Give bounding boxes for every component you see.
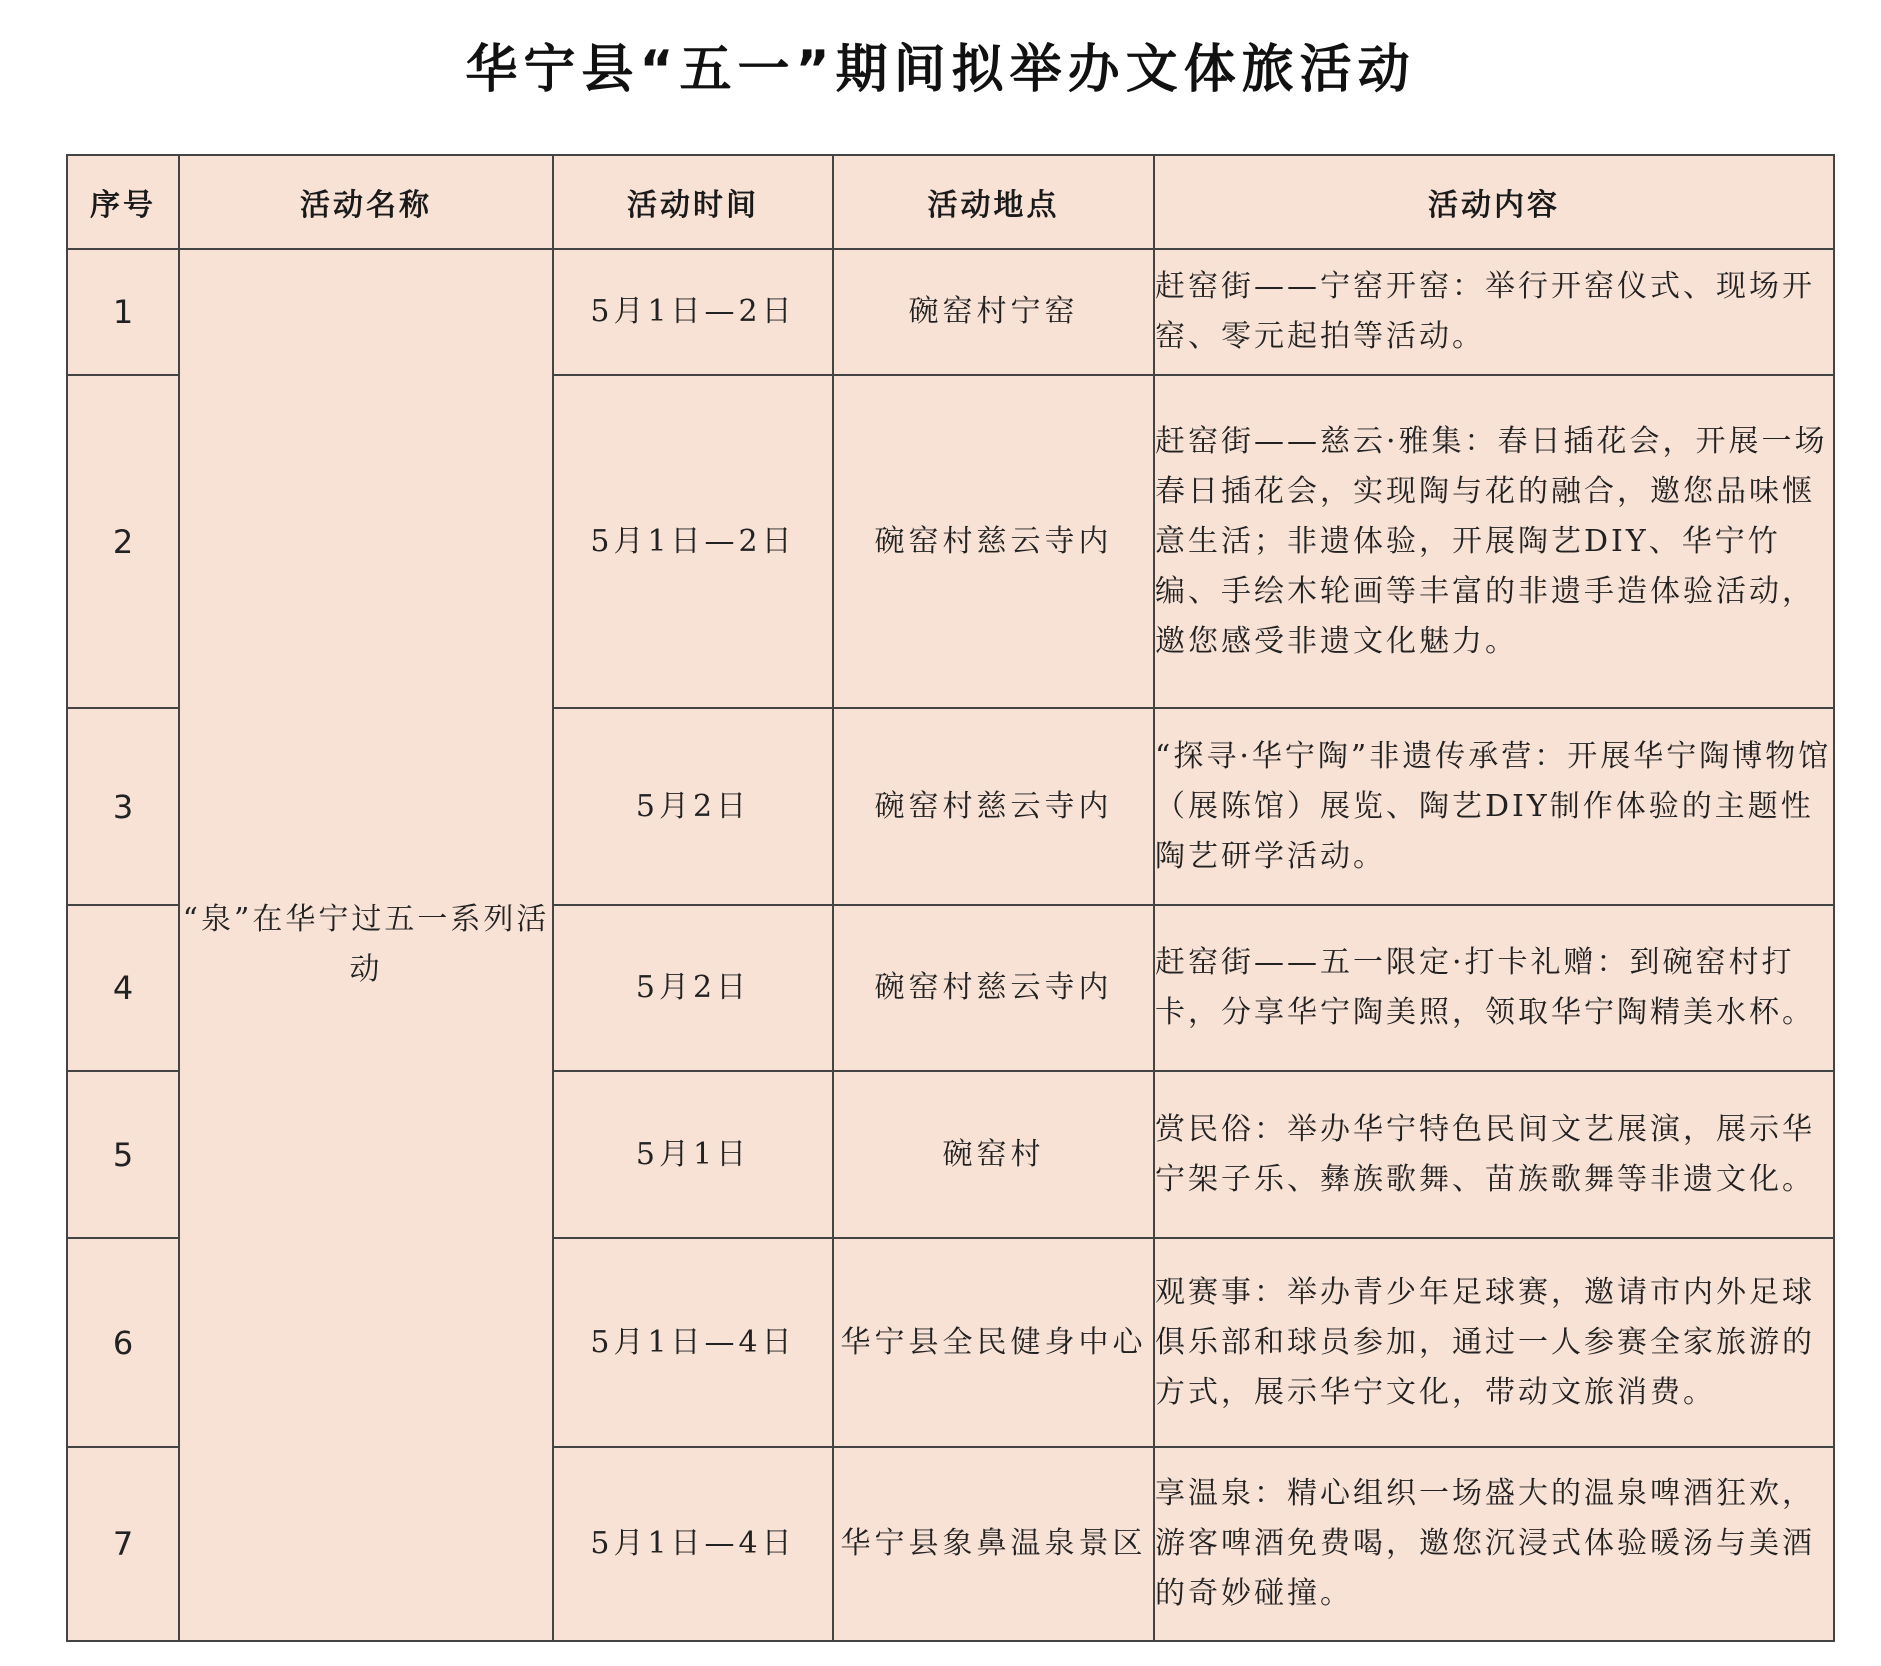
row-content: 赶窑街——慈云·雅集：春日插花会，开展一场春日插花会，实现陶与花的融合，邀您品味惬意生活；非遗体验，开展陶艺DIY、华宁竹编、手绘木轮画等丰富的非遗手造体验活动，邀您感受非遗文化魅力。 [1154,375,1834,708]
header-time: 活动时间 [553,155,833,249]
row-content: 观赛事：举办青少年足球赛，邀请市内外足球俱乐部和球员参加，通过一人参赛全家旅游的方式，展示华宁文化，带动文旅消费。 [1154,1238,1834,1447]
header-row [67,155,1834,249]
row-content: 赏民俗：举办华宁特色民间文艺展演，展示华宁架子乐、彝族歌舞、苗族歌舞等非遗文化。 [1154,1071,1834,1238]
row-time: 5月1日—4日 [553,1447,833,1641]
row-content: 享温泉：精心组织一场盛大的温泉啤酒狂欢，游客啤酒免费喝，邀您沉浸式体验暖汤与美酒的奇妙碰撞。 [1154,1447,1834,1641]
row-place: 华宁县象鼻温泉景区 [833,1447,1154,1641]
row-content: “探寻·华宁陶”非遗传承营：开展华宁陶博物馆（展陈馆）展览、陶艺DIY制作体验的主题性陶艺研学活动。 [1154,708,1834,905]
header-place: 活动地点 [833,155,1154,249]
row-time: 5月1日—2日 [553,375,833,708]
row-num: 3 [67,708,179,905]
row-place: 华宁县全民健身中心 [833,1238,1154,1447]
header-num: 序号 [67,155,179,249]
table-row [67,249,1834,375]
row-time: 5月2日 [553,905,833,1071]
row-content: 赶窑街——宁窑开窑：举行开窑仪式、现场开窑、零元起拍等活动。 [1154,249,1834,375]
row-num: 6 [67,1238,179,1447]
row-num: 7 [67,1447,179,1641]
header-name: 活动名称 [179,155,553,249]
row-num: 5 [67,1071,179,1238]
row-time: 5月1日 [553,1071,833,1238]
row-place: 碗窑村慈云寺内 [833,708,1154,905]
row-place: 碗窑村 [833,1071,1154,1238]
row-place: 碗窑村慈云寺内 [833,375,1154,708]
row-time: 5月1日—2日 [553,249,833,375]
row-time: 5月1日—4日 [553,1238,833,1447]
row-time: 5月2日 [553,708,833,905]
activities-table [66,154,1835,1642]
row-num: 2 [67,375,179,708]
row-num: 4 [67,905,179,1071]
row-place: 碗窑村宁窑 [833,249,1154,375]
header-content: 活动内容 [1154,155,1834,249]
row-num: 1 [67,249,179,375]
activity-series-name: “泉”在华宁过五一系列活动 [179,249,553,1641]
page-title: 华宁县“五一”期间拟举办文体旅活动 [465,40,1416,100]
row-place: 碗窑村慈云寺内 [833,905,1154,1071]
row-content: 赶窑街——五一限定·打卡礼赠：到碗窑村打卡，分享华宁陶美照，领取华宁陶精美水杯。 [1154,905,1834,1071]
